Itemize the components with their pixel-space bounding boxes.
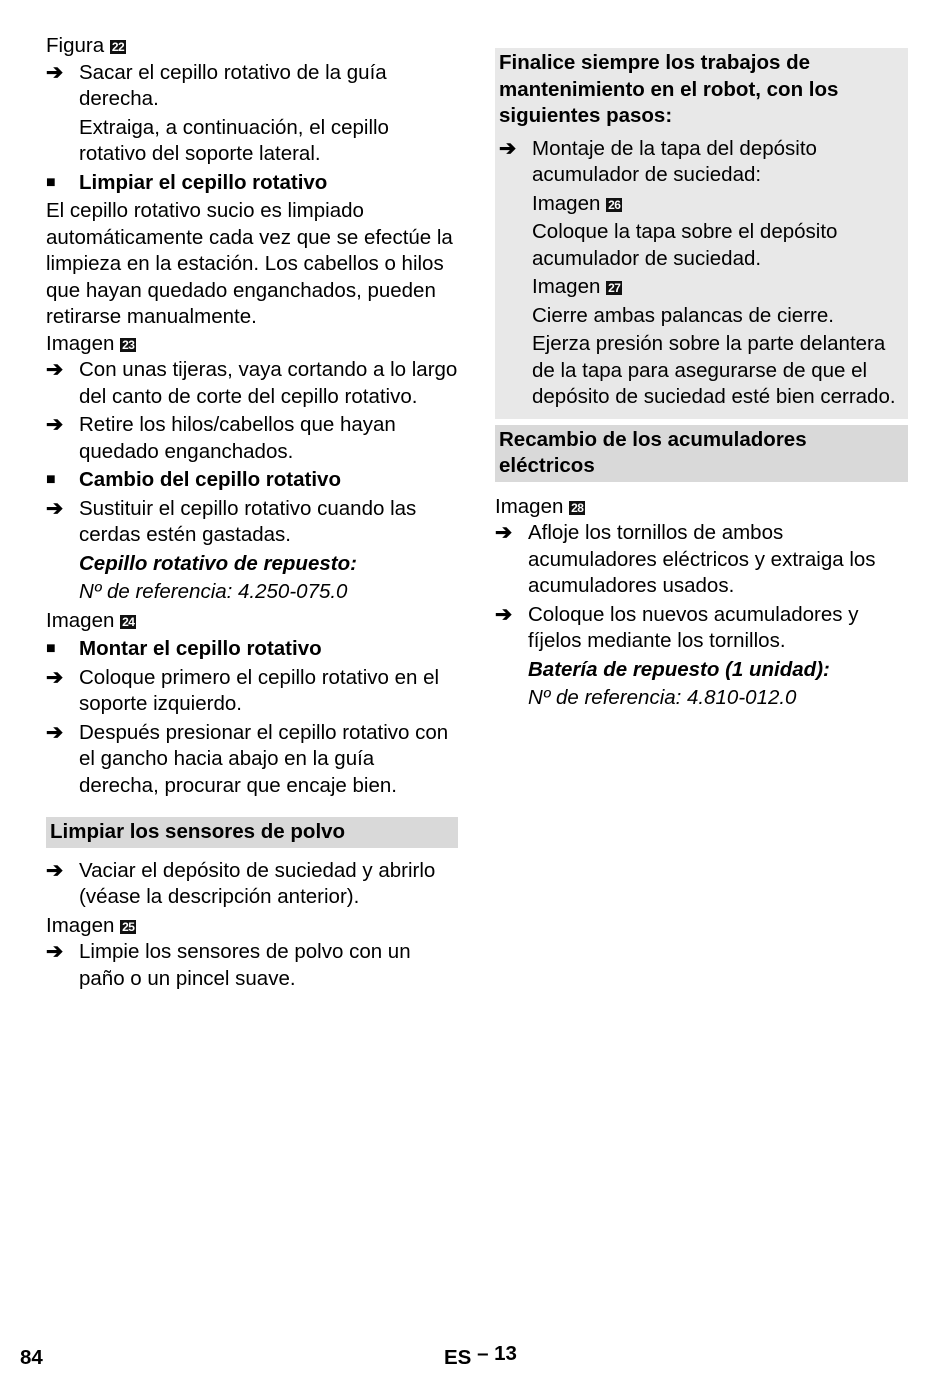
- image-ref-26: 26: [608, 197, 621, 212]
- step-text: Montaje de la tapa del depósito acumulador de suciedad:: [532, 136, 817, 186]
- step-text: Vaciar el depósito de suciedad y abrirlo (véase la descripción anterior).: [79, 858, 436, 908]
- step-note: Ejerza presión sobre la parte delantera de la tapa para asegurarse de que el depósito de suciedad esté bien cerrado.: [532, 332, 896, 408]
- image-ref-25: 25: [122, 919, 135, 934]
- arrow-icon: ➔: [46, 496, 64, 520]
- step-text: Con unas tijeras, vaya cortando a lo largo del canto de corte del cepillo rotativo.: [79, 358, 458, 408]
- image-label: Imagen: [46, 331, 115, 355]
- image-label: Imagen: [46, 913, 115, 937]
- image-label: Imagen: [532, 191, 601, 215]
- step-item: [46, 60, 458, 113]
- image-label: Imagen: [532, 275, 601, 298]
- step-item: [495, 602, 908, 655]
- image-ref-28: 28: [571, 500, 584, 515]
- image-label: Imagen: [495, 494, 564, 518]
- arrow-icon: ➔: [46, 358, 64, 381]
- arrow-icon: ➔: [495, 521, 513, 544]
- maintenance-box: [495, 48, 908, 419]
- step-item: [46, 858, 458, 911]
- square-bullet-icon: ■: [46, 173, 56, 191]
- footer-language: ES: [444, 1346, 472, 1369]
- step-note: Cierre ambas palancas de cierre.: [532, 303, 834, 327]
- footer-page-number: 84: [20, 1346, 43, 1369]
- step-item: [499, 136, 904, 189]
- subheading-text: Cambio del cepillo rotativo: [79, 468, 341, 491]
- square-bullet-icon: ■: [46, 471, 56, 488]
- step-text: Coloque los nuevos acumuladores y fíjelos mediante los tornillos.: [528, 602, 859, 652]
- arrow-icon: ➔: [46, 60, 64, 84]
- footer-section-page: [444, 1342, 517, 1372]
- image-label: Imagen: [46, 608, 115, 632]
- figure-22-line: [46, 33, 458, 60]
- image-24-line: [46, 608, 458, 635]
- arrow-icon: ➔: [495, 602, 513, 626]
- image-28-line: [495, 494, 908, 521]
- arrow-icon: ➔: [46, 940, 64, 963]
- spare-part-title: Batería de repuesto (1 unidad):: [528, 657, 830, 681]
- step-text: Sustituir el cepillo rotativo cuando las cerdas estén gastadas.: [79, 496, 417, 546]
- step-text: Sacar el cepillo rotativo de la guía derecha.: [79, 60, 387, 110]
- left-column: [46, 33, 458, 994]
- section-heading-batteries: Recambio de los acumuladores eléctricos: [495, 425, 908, 482]
- subheading-change: [46, 467, 458, 494]
- step-note: Extraiga, a continuación, el cepillo rotativo del soporte lateral.: [79, 115, 389, 165]
- subheading-clean: [46, 170, 458, 197]
- spare-part-number: Nº de referencia: 4.810-012.0: [528, 686, 797, 709]
- subheading-mount: [46, 636, 458, 663]
- step-text: Retire los hilos/cabellos que hayan quedado enganchados.: [79, 413, 396, 463]
- arrow-icon: ➔: [46, 720, 64, 744]
- right-column: [495, 48, 908, 714]
- image-ref-23: 23: [122, 337, 135, 352]
- step-note: Coloque la tapa sobre el depósito acumulador de suciedad.: [532, 220, 838, 270]
- footer-section-number: – 13: [477, 1342, 517, 1365]
- step-text: Coloque primero el cepillo rotativo en el soporte izquierdo.: [79, 665, 440, 715]
- spare-part-title: Cepillo rotativo de repuesto:: [79, 551, 357, 575]
- figure-ref-22: 22: [111, 40, 125, 54]
- step-item: [46, 720, 458, 800]
- step-item: [46, 665, 458, 718]
- image-25-line: [46, 913, 458, 940]
- arrow-icon: ➔: [46, 858, 64, 882]
- step-text: Limpie los sensores de polvo con un paño o un pincel suave.: [79, 940, 411, 990]
- step-item: [495, 520, 908, 600]
- step-text: Afloje los tornillos de ambos acumuladores eléctricos y extraiga los acumuladores usados.: [528, 521, 876, 597]
- image-ref-24: 24: [122, 614, 135, 629]
- arrow-icon: ➔: [499, 136, 517, 160]
- square-bullet-icon: ■: [46, 640, 56, 657]
- box-title: Finalice siempre los trabajos de mantenimiento en el robot, con los siguientes pasos:: [499, 51, 839, 127]
- step-item: [46, 357, 458, 410]
- image-26-line: [499, 191, 904, 218]
- step-item: [46, 496, 458, 549]
- section-heading-sensors: Limpiar los sensores de polvo: [46, 817, 458, 848]
- arrow-icon: ➔: [46, 413, 64, 436]
- arrow-icon: ➔: [46, 665, 64, 689]
- spare-part-number: Nº de referencia: 4.250-075.0: [79, 580, 348, 603]
- step-item: [46, 412, 458, 465]
- image-27-line: [499, 274, 904, 301]
- subheading-text: Limpiar el cepillo rotativo: [79, 170, 328, 194]
- subheading-text: Montar el cepillo rotativo: [79, 637, 322, 660]
- figure-label: Figura: [46, 34, 105, 57]
- step-item: [46, 939, 458, 992]
- image-ref-27: 27: [608, 281, 621, 295]
- image-23-line: [46, 331, 458, 358]
- step-text: Después presionar el cepillo rotativo con el gancho hacia abajo en la guía derecha, procurar que encaje bien.: [79, 720, 449, 797]
- paragraph: El cepillo rotativo sucio es limpiado automáticamente cada vez que se efectúe la limpieza en la estación. Los cabellos o hilos que hayan quedado enganchados, pueden retirarse manualmente.: [46, 199, 453, 328]
